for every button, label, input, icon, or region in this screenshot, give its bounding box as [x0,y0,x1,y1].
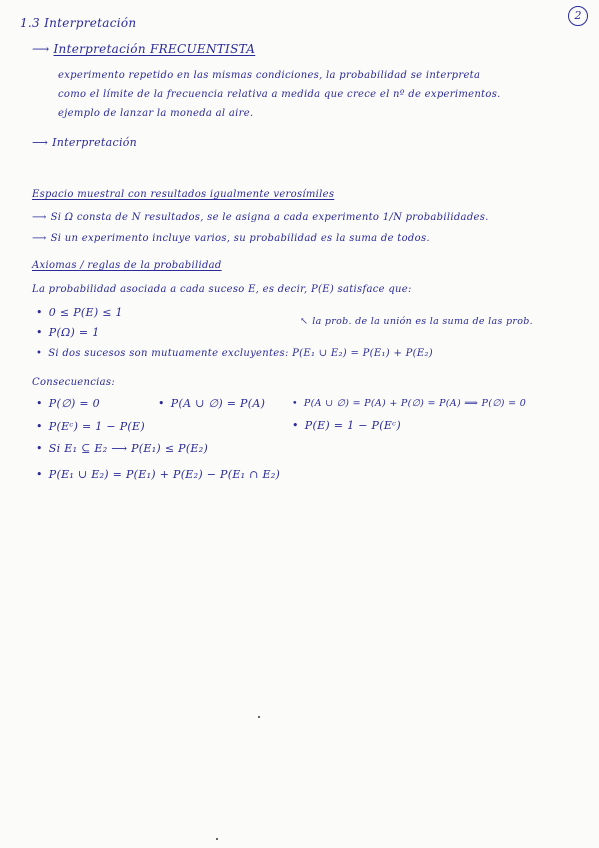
arrow-icon: ⟶ [32,233,47,244]
section-title: 1.3 Interpretación [20,16,137,30]
arrow-icon: ⟶ [32,42,50,56]
arrow-icon: ⟶ [32,212,47,223]
consequence-3: • P(A ∪ ∅) = P(A) + P(∅) = P(A) ⟹ P(∅) = 0 [292,398,527,409]
frequentist-line-3: ejemplo de lanzar la moneda al aire. [58,108,254,119]
ink-dot [216,838,218,840]
consequence-2: • P(A ∪ ∅) = P(A) [158,397,266,410]
bullet-icon: • [36,420,43,433]
ink-dot [258,716,260,718]
bullet-icon: • [158,397,165,410]
consequence-5: • P(E) = 1 − P(Eᶜ) [292,419,401,432]
bullet-icon: • [36,468,43,481]
bullet-icon: • [36,326,43,339]
frequentist-line-2: como el límite de la frecuencia relativa a medida que crece el nº de experimentos. [58,89,501,100]
frequentist-heading: Interpretación FRECUENTISTA [53,42,256,56]
consequence-7: • P(E₁ ∪ E₂) = P(E₁) + P(E₂) − P(E₁ ∩ E₂) [36,468,281,481]
bullet-icon: • [36,397,43,410]
sample-space-item-2: ⟶ Si un experimento incluye varios, su probabilidad es la suma de todos. [32,233,430,244]
frequentist-line-1: experimento repetido en las mismas condiciones, la probabilidad se interpreta [58,70,481,81]
bullet-icon: • [36,348,43,359]
bullet-icon: • [36,442,43,455]
arrow-icon: ⟶ [32,136,49,149]
consequence-6: • Si E₁ ⊆ E₂ ⟶ P(E₁) ≤ P(E₂) [36,442,209,455]
frequentist-heading-row [32,42,255,56]
consequence-4: • P(Eᶜ) = 1 − P(E) [36,420,145,433]
axioms-intro: La probabilidad asociada a cada suceso E, es decir, P(E) satisface que: [32,284,412,295]
axiom-item-2: • P(Ω) = 1 [36,326,100,339]
sample-space-heading: Espacio muestral con resultados igualmente verosímiles [32,189,335,200]
page-number: 2 [568,6,588,26]
curved-arrow-icon: ↖ [300,316,309,327]
consequences-heading: Consecuencias: [32,377,116,388]
bullet-icon: • [292,398,298,409]
bullet-icon: • [36,306,43,319]
consequence-1: • P(∅) = 0 [36,397,100,410]
interpretation-row [32,136,137,149]
sample-space-item-1: ⟶ Si Ω consta de N resultados, se le asigna a cada experimento 1/N probabilidades. [32,212,489,223]
axioms-heading: Axiomas / reglas de la probabilidad [32,260,222,271]
axiom-item-3: • Si dos sucesos son mutuamente excluyentes: P(E₁ ∪ E₂) = P(E₁) + P(E₂) [36,348,433,359]
axioms-side-note: ↖ la prob. de la unión es la suma de las prob. [300,316,533,327]
axiom-item-1: • 0 ≤ P(E) ≤ 1 [36,306,123,319]
interpretation-label: Interpretación [52,136,138,149]
bullet-icon: • [292,419,299,432]
